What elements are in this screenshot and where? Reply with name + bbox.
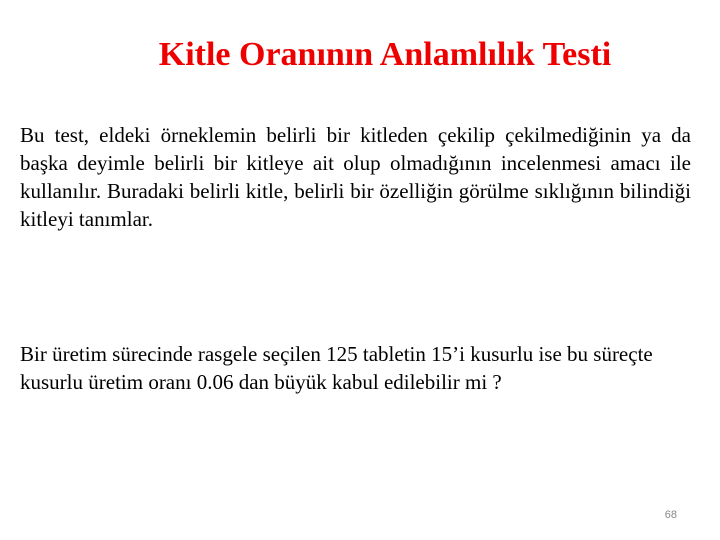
question-paragraph: Bir üretim sürecinde rasgele seçilen 125 tabletin 15’i kusurlu ise bu süreçte kusurlu üretim oranı 0.06 dan büyük kabul edilebilir mi ?: [20, 342, 653, 394]
slide-title: Kitle Oranının Anlamlılık Testi: [158, 36, 612, 73]
page-number: 68: [664, 509, 677, 521]
definition-paragraph: Bu test, eldeki örneklemin belirli bir kitleden çekilip çekilmediğinin ya da başka deyimle belirli bir kitleye ait olup olmadığının incelenmesi amacı ile kullanılır. Buradaki belirli kitle, belirli bir özelliğin görülme sıklığının bilindiği kitleyi tanımlar.: [20, 123, 691, 231]
